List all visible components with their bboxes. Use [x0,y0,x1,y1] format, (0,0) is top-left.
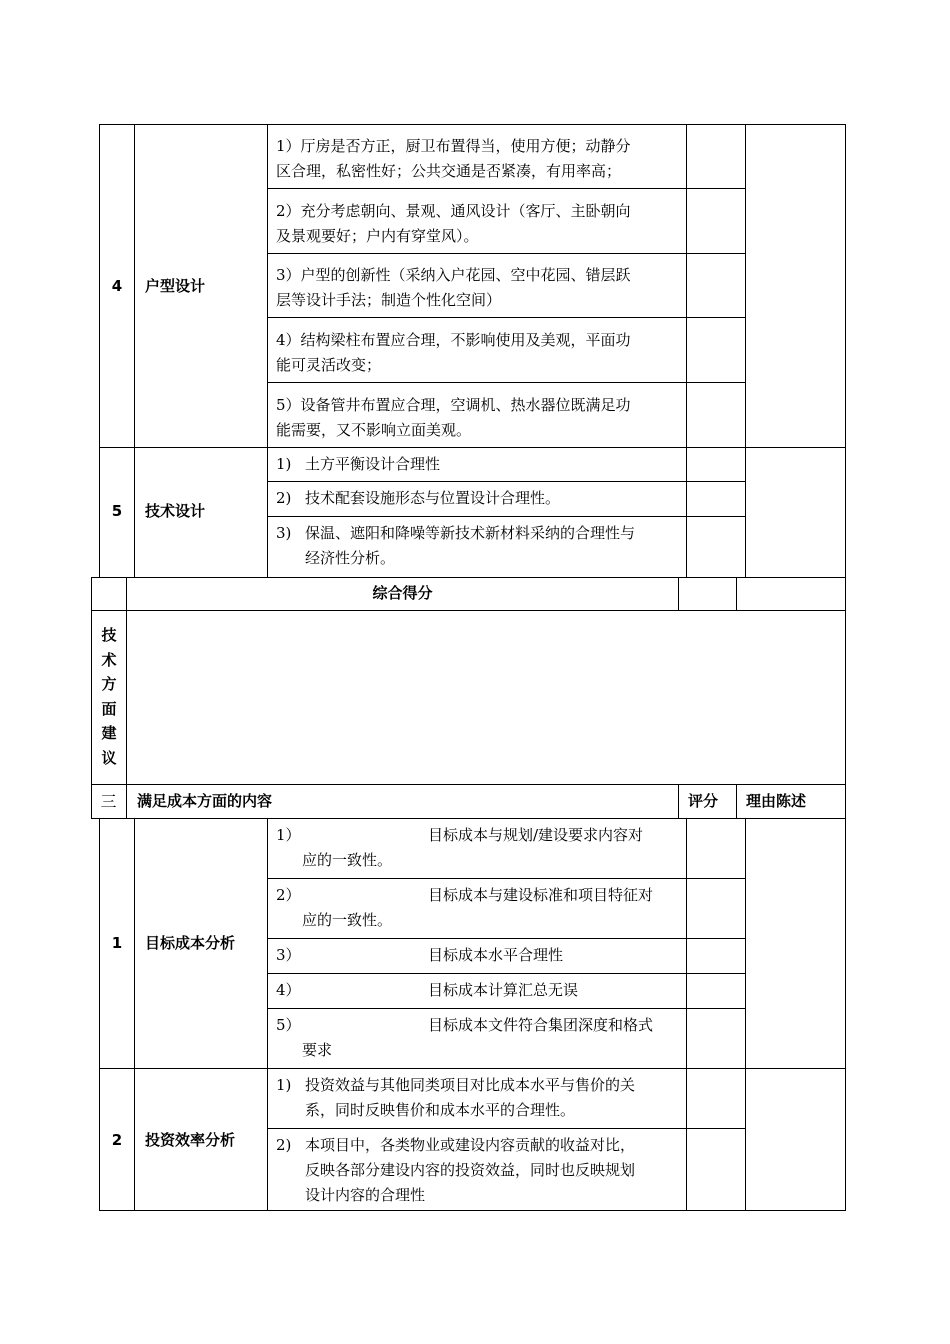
border-col1 [126,577,127,819]
score-header: 评分 [688,792,719,810]
section-title: 户型设计 [145,277,206,295]
border-right [845,818,846,1211]
row-divider [91,784,846,785]
section-number: 1 [111,934,123,952]
row-divider [91,610,846,611]
border-bottom [91,818,846,819]
border-col1 [134,818,135,1211]
row-divider [267,188,746,189]
border-bottom [99,1210,846,1211]
row-divider [267,938,746,939]
row-divider [267,382,746,383]
border-right [845,577,846,819]
border-col3 [686,124,687,577]
border-top [99,124,846,125]
border-col4 [745,818,746,1211]
section-title: 技术设计 [145,502,206,520]
section-title: 目标成本分析 [145,934,236,952]
section-number: 2 [111,1131,123,1149]
row-divider [267,481,746,482]
row-divider [267,1128,746,1129]
row-divider [267,253,746,254]
row-divider [267,1008,746,1009]
row-divider [267,878,746,879]
reason-header: 理由陈述 [746,792,807,810]
border-left [91,577,92,819]
part-title: 满足成本方面的内容 [137,792,273,810]
border-col2 [267,124,268,577]
row-divider [267,973,746,974]
border-col2 [267,818,268,1211]
border-col4 [736,784,737,819]
section-number: 5 [111,502,123,520]
section-title: 投资效率分析 [145,1131,236,1149]
section-divider [99,1068,846,1069]
section-divider [99,447,846,448]
border-col4 [736,577,737,611]
row-divider [267,317,746,318]
border-col3 [678,577,679,611]
border-top [91,577,846,578]
border-col1 [134,124,135,577]
border-col4 [745,124,746,577]
tech-advice-label: 技 术 方 面 建 议 [101,626,117,767]
section-number: 4 [111,277,123,295]
total-score-label: 综合得分 [372,584,433,602]
part-number: 三 [100,792,117,811]
border-col3 [686,818,687,1211]
border-col3 [678,784,679,819]
border-right [845,124,846,577]
row-divider [267,516,746,517]
